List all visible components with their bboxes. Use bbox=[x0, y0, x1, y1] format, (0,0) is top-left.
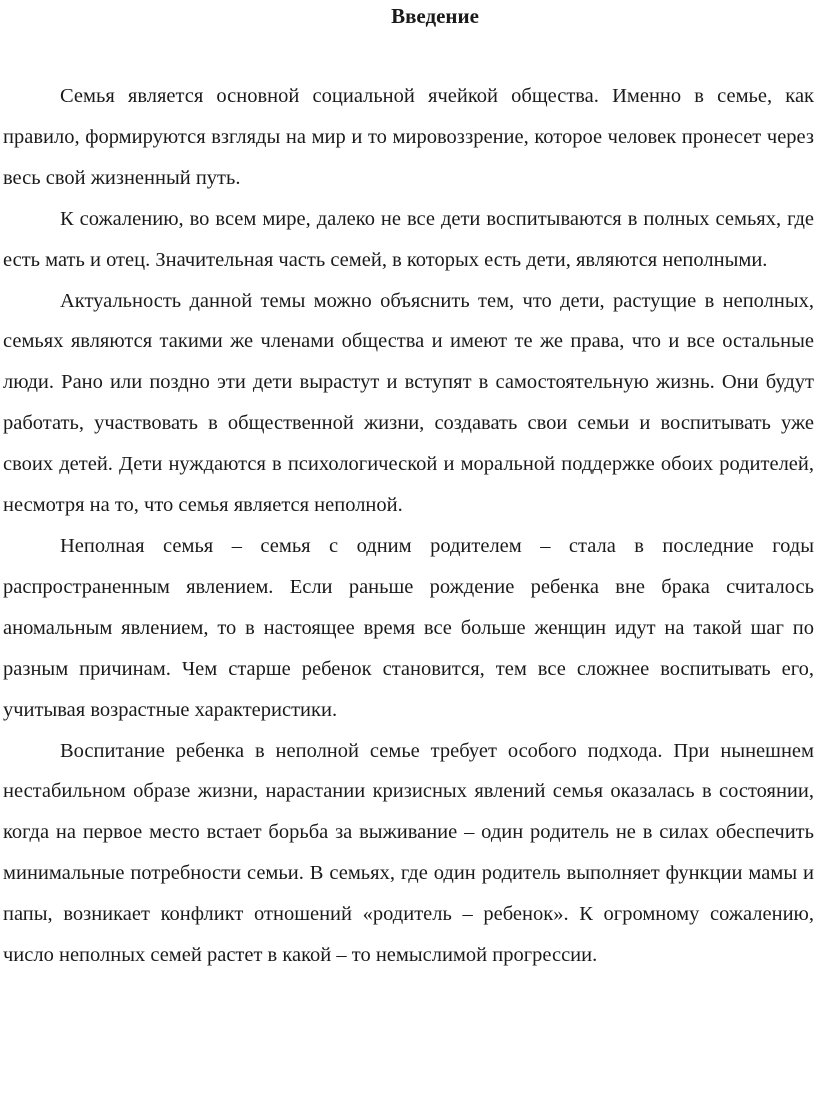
paragraph-5: Воспитание ребенка в неполной семье требует особого подхода. При нынешнем нестабильном образе жизни, нарастании кризисных явлений семья оказалась в состоянии, когда на первое место встает борьба за выживание – один родитель не в силах обеспечить минимальные потребности семьи. В семьях, где один родитель выполняет функции мамы и папы, возникает конфликт отношений «родитель – ребенок». К огромному сожалению, число неполных семей растет в какой – то немыслимой прогрессии. bbox=[3, 739, 814, 967]
document-body bbox=[3, 76, 814, 976]
page-title: Введение bbox=[391, 4, 479, 28]
paragraph-4: Неполная семья – семья с одним родителем – стала в последние годы распространенным явлением. Если раньше рождение ребенка вне брака считалось аномальным явлением, то в настоящее время все больше женщин идут на такой шаг по разным причинам. Чем старше ребенок становится, тем все сложнее воспитывать его, учитывая возрастные характеристики. bbox=[3, 534, 814, 721]
paragraph-1: Семья является основной социальной ячейкой общества. Именно в семье, как правило, формируются взгляды на мир и то мировоззрение, которое человек пронесет через весь свой жизненный путь. bbox=[3, 85, 814, 189]
paragraph-2: К сожалению, во всем мире, далеко не все дети воспитываются в полных семьях, где есть мать и отец. Значительная часть семей, в которых есть дети, являются неполными. bbox=[3, 207, 814, 271]
paragraph-3: Актуальность данной темы можно объяснить тем, что дети, растущие в неполных, семьях являются такими же членами общества и имеют те же права, что и все остальные люди. Рано или поздно эти дети вырастут и вступят в самостоятельную жизнь. Они будут работать, участвовать в общественной жизни, создавать свои семьи и воспитывать уже своих детей. Дети нуждаются в психологической и моральной поддержке обоих родителей, несмотря на то, что семья является неполной. bbox=[3, 289, 814, 517]
